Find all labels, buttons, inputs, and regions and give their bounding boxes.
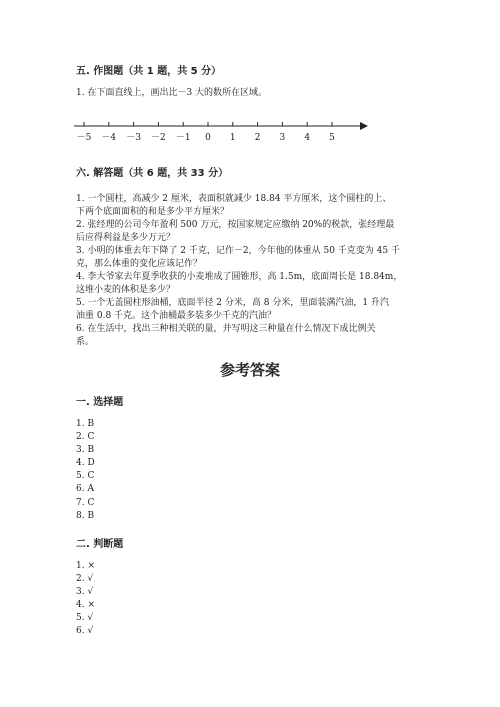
number-line-tick-label: 0 [205, 133, 211, 143]
number-line-tick-label: －3 [126, 133, 141, 143]
number-line-tick-label: 5 [329, 133, 335, 143]
answer-item: 2. C [76, 432, 95, 442]
question-line: 4. 李大爷家去年夏季收获的小麦堆成了圆锥形，高 1.5m，底面周长是 18.84m， [76, 272, 403, 282]
number-line-tick-label: －4 [101, 133, 117, 143]
answer-item: 4. × [76, 600, 95, 610]
number-line-tick-label: －1 [175, 133, 191, 143]
number-line-tick-label: 2 [254, 133, 261, 143]
number-line-tick-label: 4 [304, 133, 311, 143]
question-line: 2. 张经理的公司今年盈利 500 万元，按国家规定应缴纳 20%的税款，张经理最 [76, 220, 395, 230]
question-line: 系。 [76, 337, 95, 347]
question-line: 克，那么体重的变化应该记作？ [76, 259, 203, 269]
answer-item: 2. √ [76, 574, 94, 584]
question-line: 油重 0.8 千克。这个油桶最多装多少千克的汽油？ [76, 311, 277, 321]
answer-item: 1. × [76, 561, 95, 571]
number-line-arrow-icon [360, 122, 368, 130]
answer-item: 3. B [76, 445, 95, 455]
question-line: 后应得利益是多少万元？ [76, 233, 176, 243]
question-line: 1. 一个圆柱，高减少 2 厘米，表面积就减少 18.84 平方厘米，这个圆柱的上、 [76, 194, 392, 204]
number-line-tick-label: 3 [279, 133, 286, 143]
answer-item: 6. A [76, 484, 94, 494]
judge-answers-title: 二. 判断题 [76, 539, 124, 550]
question-line: 这堆小麦的体积是多少？ [76, 285, 176, 295]
question-line: 下两个底面面积的和是多少平方厘米？ [76, 207, 230, 217]
number-line-tick-label: 1 [229, 133, 236, 143]
answer-item: 4. D [76, 458, 95, 468]
question-line: 3. 小明的体重去年下降了 2 千克，记作－2，今年他的体重从 50 千克变为 45 千 [76, 246, 400, 256]
section5-title: 五. 作图题（共 1 题，共 5 分） [76, 66, 222, 77]
answer-item: 5. C [76, 471, 95, 481]
answer-item: 6. √ [76, 626, 94, 636]
question-line: 5. 一个无盖圆柱形油桶，底面半径 2 分米，高 8 分米，里面装满汽油，1 升汽 [76, 298, 389, 308]
choice-answers-title: 一. 选择题 [76, 397, 124, 408]
number-line-tick-label: －2 [151, 133, 166, 143]
answer-item: 3. √ [76, 587, 94, 597]
question-line: 6. 在生活中，找出三种相关联的量，并写明这三种量在什么情况下成比例关 [76, 324, 376, 334]
section5-question1: 1. 在下面直线上，画出比－3 大的数所在区域。 [76, 88, 268, 98]
answer-item: 1. B [76, 419, 95, 429]
answer-item: 7. C [76, 498, 95, 508]
answer-item: 5. √ [76, 613, 94, 623]
answer-key-title: 参考答案 [219, 361, 280, 379]
number-line-tick-label: －5 [76, 133, 92, 143]
section6-title: 六. 解答题（共 6 题，共 33 分） [76, 168, 229, 179]
answer-item: 8. B [76, 511, 95, 521]
number-line [72, 118, 372, 148]
